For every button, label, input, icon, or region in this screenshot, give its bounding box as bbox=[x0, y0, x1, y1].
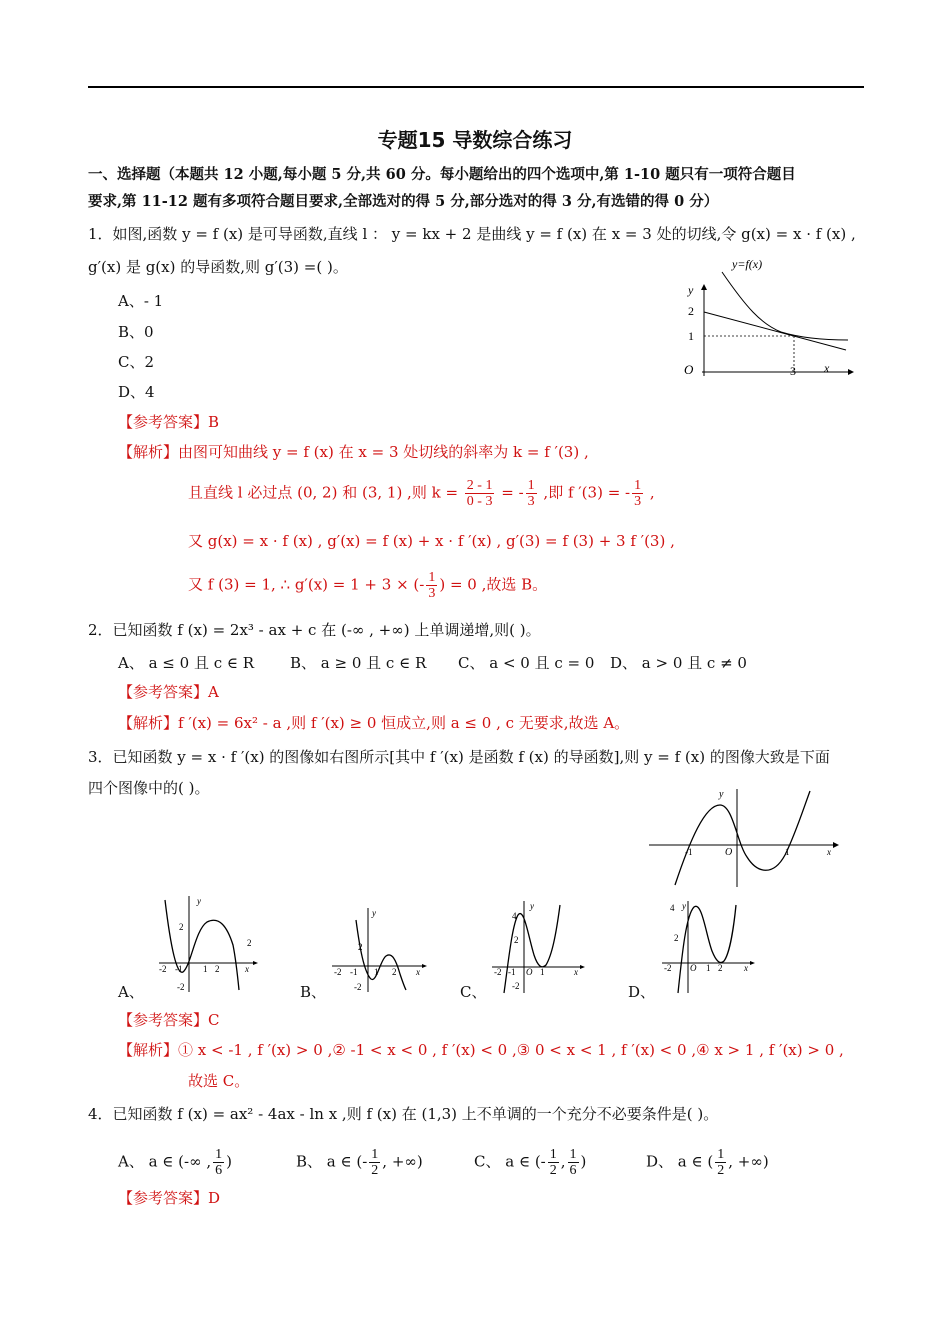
svg-text:4: 4 bbox=[670, 903, 675, 913]
q3-graph-b bbox=[330, 900, 430, 995]
svg-text:-1: -1 bbox=[350, 967, 358, 977]
q1-analysis-line3: 又 g(x) = x · f (x) , g′(x) = f (x) + x · f ′(x) , g′(3) = f (3) + 3 f ′(3) , bbox=[188, 532, 675, 550]
q3-main-origin: O bbox=[725, 847, 733, 858]
q3-option-c: C、 bbox=[460, 983, 487, 1001]
svg-text:1: 1 bbox=[706, 963, 711, 973]
q1-tangent-figure bbox=[676, 252, 856, 382]
q2-answer: 【参考答案】A bbox=[118, 683, 219, 701]
q1-option-a: A、- 1 bbox=[118, 292, 164, 310]
q3-answer: 【参考答案】C bbox=[118, 1011, 220, 1029]
svg-text:-2: -2 bbox=[494, 967, 502, 977]
q1-fig-y-label: y bbox=[688, 283, 694, 297]
q1-analysis-line2: 且直线 l 必过点 (0, 2) 和 (3, 1) ,则 k = $\frac{2 - 1}{0 - 3}$ = - $\frac{1}{3}$ ,即 f ′(3) = - $\frac{1}{3}$ , bbox=[188, 478, 655, 509]
svg-text:O: O bbox=[690, 963, 697, 973]
page-title: 专题15 导数综合练习 bbox=[377, 128, 573, 152]
svg-text:y: y bbox=[197, 896, 201, 906]
svg-text:2: 2 bbox=[179, 922, 184, 932]
q1-fig-origin: O bbox=[684, 362, 694, 377]
q3-main-tick-1: 1 bbox=[785, 847, 790, 857]
q4-option-a: A、 a ∈ (-∞ , $\frac{1}{6}$ ) bbox=[118, 1147, 232, 1178]
q1-option-d: D、4 bbox=[118, 383, 155, 401]
q3-stem-line2: 四个图像中的( )。 bbox=[88, 779, 210, 797]
q3-option-a: A、 bbox=[118, 983, 144, 1001]
svg-text:2: 2 bbox=[514, 935, 519, 945]
q1-option-c: C、2 bbox=[118, 353, 155, 371]
svg-text:-1: -1 bbox=[508, 967, 516, 977]
svg-text:y: y bbox=[530, 901, 534, 911]
q4-option-d: D、 a ∈ ( $\frac{1}{2}$ , +∞) bbox=[646, 1147, 769, 1178]
svg-text:x: x bbox=[574, 967, 578, 977]
svg-text:y: y bbox=[372, 908, 376, 918]
svg-text:1: 1 bbox=[540, 967, 545, 977]
q2-option-b: B、 a ≥ 0 且 c ∈ R bbox=[290, 654, 427, 672]
svg-text:y: y bbox=[682, 901, 686, 911]
svg-text:x: x bbox=[245, 964, 249, 974]
svg-text:-2: -2 bbox=[664, 963, 672, 973]
q3-main-figure bbox=[645, 785, 840, 890]
svg-text:-2: -2 bbox=[334, 967, 342, 977]
svg-text:4: 4 bbox=[512, 911, 517, 921]
q1-fig-curve-label: y=f(x) bbox=[732, 257, 763, 271]
q2-option-c: C、 a < 0 且 c = 0 bbox=[458, 654, 595, 672]
q4-option-b: B、 a ∈ (- $\frac{1}{2}$ , +∞) bbox=[296, 1147, 423, 1178]
svg-text:-2: -2 bbox=[354, 982, 362, 992]
svg-text:1: 1 bbox=[374, 967, 379, 977]
svg-text:2: 2 bbox=[392, 967, 397, 977]
q2-option-a: A、 a ≤ 0 且 c ∈ R bbox=[118, 654, 255, 672]
q3-graph-d bbox=[660, 895, 760, 995]
q3-option-b: B、 bbox=[300, 983, 327, 1001]
svg-text:1: 1 bbox=[203, 964, 208, 974]
q3-main-tick-m1: -1 bbox=[685, 847, 693, 857]
q1-analysis-line1: 【解析】由图可知曲线 y = f (x) 在 x = 3 处切线的斜率为 k = f ′(3) , bbox=[118, 443, 589, 461]
q2-analysis: 【解析】f ′(x) = 6x² - a ,则 f ′(x) ≥ 0 恒成立,则 a ≤ 0 , c 无要求,故选 A。 bbox=[118, 714, 630, 732]
header-rule bbox=[88, 86, 864, 88]
q1-answer: 【参考答案】B bbox=[118, 413, 220, 431]
svg-text:-2: -2 bbox=[159, 964, 167, 974]
q1-fig-x-label: x bbox=[824, 361, 830, 375]
q3-stem-line1: 3．已知函数 y = x · f ′(x) 的图像如右图所示[其中 f ′(x) 是函数 f (x) 的导函数],则 y = f (x) 的图像大致是下面 bbox=[88, 748, 830, 766]
q3-graph-c bbox=[490, 895, 590, 995]
q1-fig-tick-1: 1 bbox=[688, 329, 694, 343]
svg-text:x: x bbox=[416, 967, 420, 977]
q1-fig-tick-3: 3 bbox=[790, 364, 796, 378]
q1-option-b: B、0 bbox=[118, 323, 154, 341]
svg-text:2: 2 bbox=[215, 964, 220, 974]
q1-analysis-line4: 又 f (3) = 1, ∴ g′(x) = 1 + 3 × (- $\frac{1}{3}$ ) = 0 ,故选 B。 bbox=[188, 570, 548, 601]
q1-stem-line1: 1．如图,函数 y = f (x) 是可导函数,直线 l ： y = kx + 2 是曲线 y = f (x) 在 x = 3 处的切线,令 g(x) = x · f (x) , bbox=[88, 225, 856, 243]
q3-main-x-label: x bbox=[827, 847, 831, 857]
svg-text:-2: -2 bbox=[177, 982, 185, 992]
svg-text:2: 2 bbox=[674, 933, 679, 943]
svg-text:2: 2 bbox=[247, 938, 252, 948]
q4-option-c: C、 a ∈ (- $\frac{1}{2}$ , $\frac{1}{6}$ ) bbox=[474, 1147, 587, 1178]
q3-option-d: D、 bbox=[628, 983, 656, 1001]
svg-text:-1: -1 bbox=[175, 964, 183, 974]
svg-text:x: x bbox=[744, 963, 748, 973]
q3-analysis-line1: 【解析】① x < -1 , f ′(x) > 0 ,② -1 < x < 0 , f ′(x) < 0 ,③ 0 < x < 1 , f ′(x) < 0 ,④ x > 1 , f ′(x) > 0 , bbox=[118, 1041, 844, 1059]
q1-stem-line2: g′(x) 是 g(x) 的导函数,则 g′(3) =( )。 bbox=[88, 258, 348, 276]
q4-stem: 4．已知函数 f (x) = ax² - 4ax - ln x ,则 f (x) 在 (1,3) 上不单调的一个充分不必要条件是( )。 bbox=[88, 1105, 719, 1123]
q3-analysis-line2: 故选 C。 bbox=[188, 1072, 250, 1090]
q3-graph-a bbox=[155, 890, 265, 995]
section-heading-line2: 要求,第 11-12 题有多项符合题目要求,全部选对的得 5 分,部分选对的得 3 分,有选错的得 0 分） bbox=[88, 193, 719, 210]
svg-text:-2: -2 bbox=[512, 981, 520, 991]
q2-option-d: D、 a > 0 且 c ≠ 0 bbox=[610, 654, 747, 672]
q4-answer: 【参考答案】D bbox=[118, 1189, 221, 1207]
svg-text:2: 2 bbox=[718, 963, 723, 973]
section-heading-line1: 一、选择题（本题共 12 小题,每小题 5 分,共 60 分。每小题给出的四个选项中,第 1-10 题只有一项符合题目 bbox=[88, 166, 796, 183]
q2-stem: 2．已知函数 f (x) = 2x³ - ax + c 在 (-∞ , +∞) 上单调递增,则( )。 bbox=[88, 621, 541, 639]
svg-text:2: 2 bbox=[358, 942, 363, 952]
svg-text:O: O bbox=[526, 967, 533, 977]
q3-main-y-label: y bbox=[719, 789, 724, 800]
q1-fig-tick-2: 2 bbox=[688, 304, 694, 318]
